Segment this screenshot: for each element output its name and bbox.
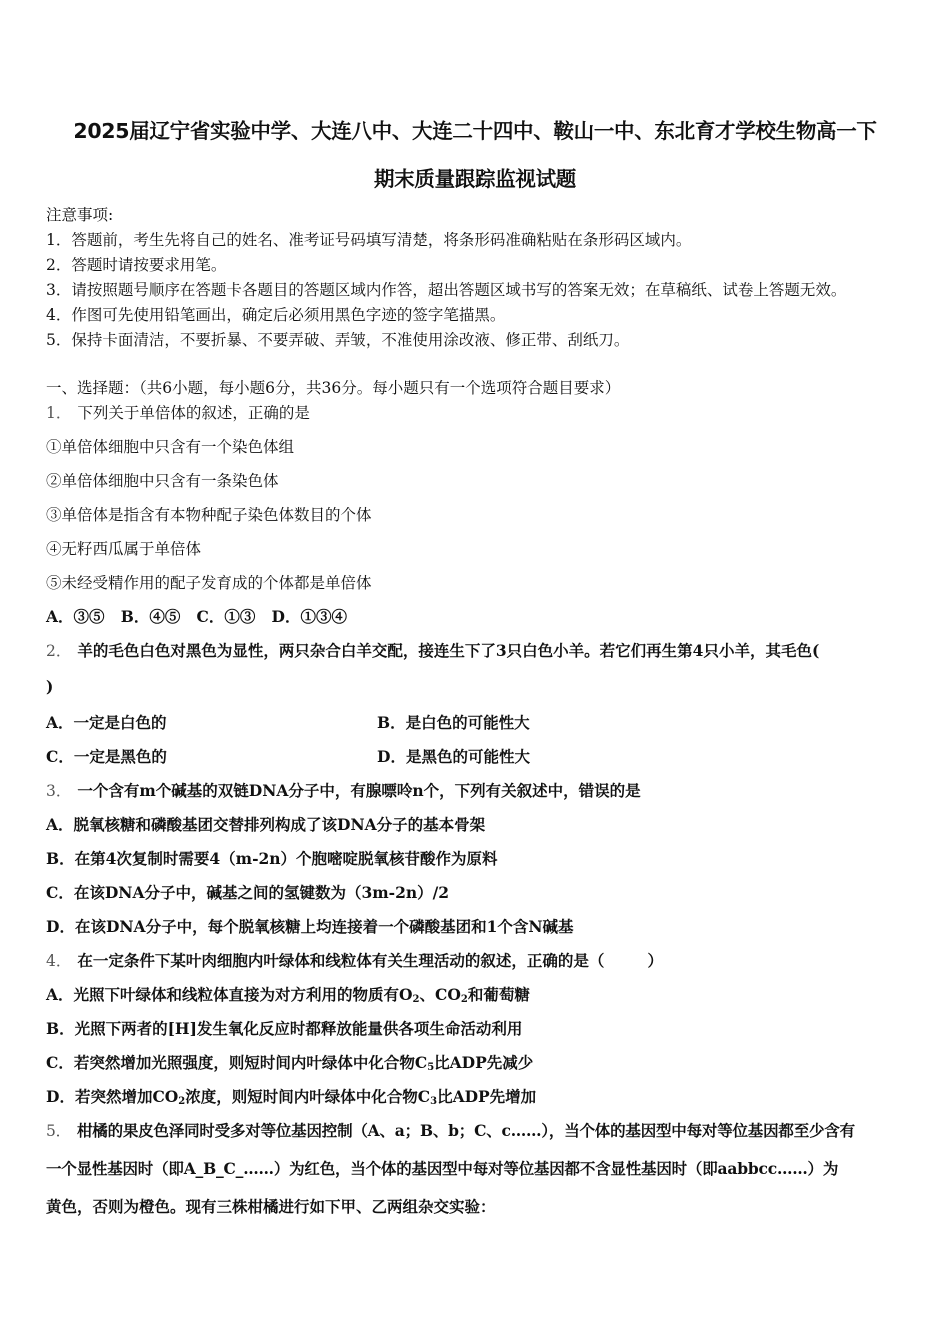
question-2-option-b: B．是白色的可能性大 — [377, 713, 530, 732]
question-1-statement-5: ⑤未经受精作用的配子发育成的个体都是单倍体 — [46, 574, 372, 592]
question-2-number: 2． — [46, 642, 72, 660]
notice-heading: 注意事项: — [46, 206, 114, 224]
section-heading: 一、选择题：（共6小题，每小题6分，共36分。每小题只有一个选项符合题目要求） — [46, 379, 621, 397]
question-3-stem: 3． 一个含有m个碱基的双链DNA分子中，有腺嘌呤n个，下列有关叙述中，错误的是 — [46, 781, 641, 800]
question-3-number: 3． — [46, 782, 72, 800]
question-5-stem-line-1: 5． 柑橘的果皮色泽同时受多对等位基因控制（A、a；B、b；C、c……），当个体的基因型中每对等位基因都至少含有 — [46, 1121, 855, 1140]
question-1-options: A．③⑤ B．④⑤ C．①③ D．①③④ — [46, 607, 347, 626]
question-1-statement-2: ②单倍体细胞中只含有一条染色体 — [46, 472, 279, 490]
question-2-stem-end: ) — [46, 677, 54, 696]
question-4-stem: 4． 在一定条件下某叶肉细胞内叶绿体和线粒体有关生理活动的叙述，正确的是（ ） — [46, 951, 664, 970]
question-4-option-c: C．若突然增加光照强度，则短时间内叶绿体中化合物$C_5$比ADP先减少 — [46, 1053, 534, 1073]
question-3-option-c: C．在该DNA分子中，碱基之间的氢键数为（3m-2n）/2 — [46, 883, 450, 902]
question-2-stem: 2． 羊的毛色白色对黑色为显性，两只杂合白羊交配，接连生下了3只白色小羊。若它们再生第4只小羊，其毛色( — [46, 641, 820, 660]
question-1-statement-3: ③单倍体是指含有本物种配子染色体数目的个体 — [46, 506, 372, 524]
question-5-stem-line-2: 一个显性基因时（即A_B_C_……）为红色，当个体的基因型中每对等位基因都不含显性基因时（即aabbcc……）为 — [46, 1159, 839, 1178]
question-4-number: 4． — [46, 952, 72, 970]
question-1-stem: 1． 下列关于单倍体的叙述，正确的是 — [46, 404, 310, 422]
notice-item-5: 5．保持卡面清洁，不要折暴、不要弄破、弄皱，不准使用涂改液、修正带、刮纸刀。 — [46, 331, 630, 349]
question-3-option-d: D．在该DNA分子中，每个脱氧核糖上均连接着一个磷酸基团和1个含N碱基 — [46, 917, 574, 936]
exam-title-line-1: 2025届辽宁省实验中学、大连八中、大连二十四中、鞍山一中、东北育才学校生物高一下 — [73, 119, 877, 143]
question-4-option-d: D．若突然增加$CO_2$浓度，则短时间内叶绿体中化合物$C_3$比ADP先增加 — [46, 1087, 537, 1107]
question-3-option-b: B．在第4次复制时需要4（m-2n）个胞嘧啶脱氧核苷酸作为原料 — [46, 849, 498, 868]
question-4-option-a: A．光照下叶绿体和线粒体直接为对方利用的物质有$O_2$、$CO_2$和葡萄糖 — [46, 985, 530, 1005]
question-4-option-b: B．光照下两者的[H]发生氧化反应时都释放能量供各项生命活动利用 — [46, 1019, 523, 1038]
question-3-option-a: A．脱氧核糖和磷酸基团交替排列构成了该DNA分子的基本骨架 — [46, 815, 486, 834]
notice-item-4: 4．作图可先使用铅笔画出，确定后必须用黑色字迹的签字笔描黑。 — [46, 306, 506, 324]
question-1-statement-4: ④无籽西瓜属于单倍体 — [46, 540, 202, 558]
question-5-stem-line-3: 黄色，否则为橙色。现有三株柑橘进行如下甲、乙两组杂交实验： — [46, 1197, 496, 1216]
notice-item-2: 2．答题时请按要求用笔。 — [46, 256, 227, 274]
question-1-number: 1． — [46, 404, 72, 422]
exam-title-line-2: 期末质量跟踪监视试题 — [374, 167, 576, 191]
question-2-option-a: A．一定是白色的 — [46, 713, 167, 732]
notice-item-1: 1．答题前，考生先将自己的姓名、准考证号码填写清楚，将条形码准确粘贴在条形码区域内。 — [46, 231, 692, 249]
notice-item-3: 3．请按照题号顺序在答题卡各题目的答题区域内作答，超出答题区域书写的答案无效；在草稿纸、试卷上答题无效。 — [46, 281, 847, 299]
question-2-option-c: C．一定是黑色的 — [46, 747, 167, 766]
question-2-option-d: D．是黑色的可能性大 — [377, 747, 530, 766]
question-1-statement-1: ①单倍体细胞中只含有一个染色体组 — [46, 438, 295, 456]
question-5-number: 5． — [46, 1122, 71, 1140]
